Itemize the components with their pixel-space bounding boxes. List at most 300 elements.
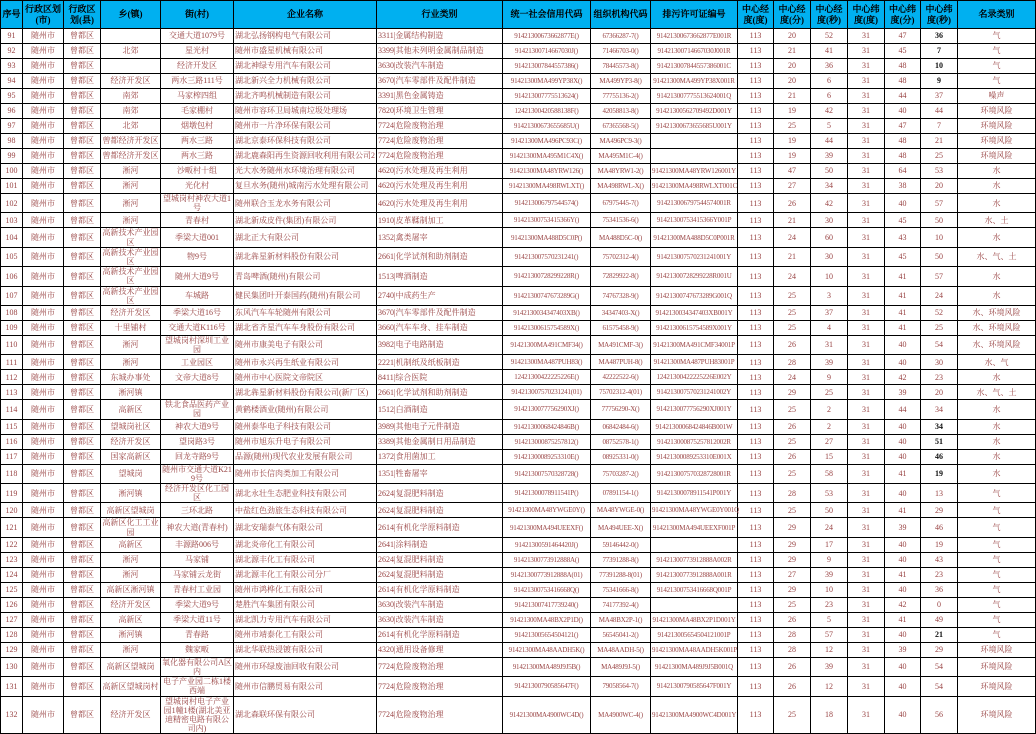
cell-lon-sec: 3 xyxy=(811,286,848,305)
cell-industry-category: 7724|危险废物治理 xyxy=(377,134,503,149)
cell-city-district: 随州市 xyxy=(23,464,64,483)
cell-lat-min: 40 xyxy=(885,355,921,370)
cell-village: 烟墩包村 xyxy=(161,119,234,134)
cell-seq: 124 xyxy=(1,567,23,582)
cell-lat-deg: 31 xyxy=(848,400,885,419)
cell-lat-min: 40 xyxy=(885,537,921,552)
cell-category: 气 xyxy=(958,74,1036,89)
cell-village: 铁北食品医药产业园 xyxy=(161,400,234,419)
cell-industry-category: 2661|化学试剂和助剂制造 xyxy=(377,385,503,400)
cell-county-district: 曾都区 xyxy=(64,164,101,179)
table-row xyxy=(1,164,1036,179)
cell-company-name: 青岛啤酒(随州)有限公司 xyxy=(234,267,377,286)
cell-org-code: MA495M1C-4() xyxy=(591,149,651,164)
cell-company-name: 湖北正大有限公司 xyxy=(234,228,377,247)
cell-lat-deg: 31 xyxy=(848,370,885,385)
cell-credit-code: 91421300MA48AADH5K() xyxy=(503,642,591,657)
cell-credit-code: 91421300773912888A() xyxy=(503,552,591,567)
cell-company-name: 随州市容环卫局城南垃圾处理场 xyxy=(234,104,377,119)
cell-lat-sec: 23 xyxy=(921,567,958,582)
cell-lat-deg: 31 xyxy=(848,518,885,537)
cell-industry-category: 3391|黑色金属铸造 xyxy=(377,89,503,104)
cell-village: 光化村 xyxy=(161,179,234,194)
table-row xyxy=(1,286,1036,305)
cell-city-district: 随州市 xyxy=(23,503,64,518)
cell-lon-min: 25 xyxy=(774,286,811,305)
cell-lat-sec: 29 xyxy=(921,642,958,657)
cell-city-district: 随州市 xyxy=(23,134,64,149)
cell-lat-sec: 23 xyxy=(921,370,958,385)
cell-lat-min: 47 xyxy=(885,119,921,134)
cell-town: 淅河 xyxy=(101,194,161,213)
cell-county-district: 曾都区 xyxy=(64,582,101,597)
cell-seq: 121 xyxy=(1,518,23,537)
cell-seq: 110 xyxy=(1,335,23,354)
cell-category: 气 xyxy=(958,518,1036,537)
cell-lat-deg: 31 xyxy=(848,119,885,134)
cell-county-district: 曾都区 xyxy=(64,355,101,370)
table-row xyxy=(1,89,1036,104)
cell-industry-category: 7724|危险废物治理 xyxy=(377,677,503,696)
cell-lat-sec: 46 xyxy=(921,449,958,464)
cell-lat-min: 40 xyxy=(885,696,921,734)
cell-category: 气 xyxy=(958,29,1036,44)
cell-lat-deg: 31 xyxy=(848,149,885,164)
cell-credit-code: 91421300673662877E() xyxy=(503,29,591,44)
column-header-lon-deg: 中心经度(度) xyxy=(738,1,774,29)
cell-seq: 128 xyxy=(1,627,23,642)
cell-lon-min: 29 xyxy=(774,552,811,567)
cell-credit-code: 914213006797544574() xyxy=(503,194,591,213)
cell-lat-deg: 31 xyxy=(848,44,885,59)
cell-credit-code: 91421300MA488D5C0P() xyxy=(503,228,591,247)
cell-credit-code: 91421300753415366Y() xyxy=(503,213,591,228)
cell-seq: 117 xyxy=(1,449,23,464)
cell-village: 毛家棚村 xyxy=(161,104,234,119)
table-row xyxy=(1,552,1036,567)
cell-lon-min: 25 xyxy=(774,597,811,612)
cell-lat-sec: 54 xyxy=(921,335,958,354)
cell-credit-code: 91421300068424846B() xyxy=(503,419,591,434)
cell-lon-deg: 113 xyxy=(738,286,774,305)
cell-town: 高新区望城岗 xyxy=(101,657,161,676)
cell-permit-no: 91421300753415366Y001P xyxy=(651,213,738,228)
cell-credit-code: 914213007775513624() xyxy=(503,89,591,104)
cell-lat-min: 45 xyxy=(885,247,921,266)
cell-town: 淅河镇 xyxy=(101,385,161,400)
cell-city-district: 随州市 xyxy=(23,434,64,449)
cell-permit-no: 9142130034347403XB001Y xyxy=(651,305,738,320)
cell-village: 随州市交通大道K219号 xyxy=(162,464,232,483)
cell-county-district: 曾都区 xyxy=(64,503,101,518)
column-header-lat-deg: 中心纬度(度) xyxy=(848,1,885,29)
cell-town: 经济开发区 xyxy=(101,696,161,734)
cell-credit-code: 91421300591464420J() xyxy=(503,537,591,552)
cell-town: 淅河 xyxy=(101,642,161,657)
cell-org-code: 77756290-X() xyxy=(591,400,651,419)
cell-county-district: 曾都区 xyxy=(64,247,101,266)
cell-village: 望岗路3号 xyxy=(161,434,234,449)
cell-industry-category: 1910|皮革鞣制加工 xyxy=(377,213,503,228)
cell-lat-sec: 19 xyxy=(921,464,958,483)
cell-org-code: 07891154-1() xyxy=(591,484,651,503)
cell-org-code: 77391288-8() xyxy=(591,552,651,567)
cell-org-code: 75703287-2() xyxy=(591,464,651,483)
table-row xyxy=(1,449,1036,464)
cell-lon-deg: 113 xyxy=(738,89,774,104)
column-header-seq: 序号 xyxy=(1,1,23,29)
cell-county-district: 曾都区 xyxy=(64,149,101,164)
cell-city-district: 随州市 xyxy=(23,320,64,335)
cell-lon-min: 20 xyxy=(774,59,811,74)
table-row xyxy=(1,320,1036,335)
cell-seq: 99 xyxy=(1,149,23,164)
cell-category: 气 xyxy=(958,597,1036,612)
cell-category: 气 xyxy=(958,582,1036,597)
cell-credit-code: 91421300615754589X() xyxy=(503,320,591,335)
cell-permit-no: 91421300MA48AADH5K001P xyxy=(651,642,738,657)
cell-lat-deg: 31 xyxy=(848,194,885,213)
cell-category: 水、环境风险 xyxy=(958,305,1036,320)
cell-lon-min: 27 xyxy=(774,179,811,194)
cell-credit-code: 91421300MA487PUH83() xyxy=(503,355,591,370)
cell-city-district: 随州市 xyxy=(23,385,64,400)
cell-town: 淅河 xyxy=(101,164,161,179)
cell-permit-no: 91421300MA489J9J5B001Q xyxy=(651,657,738,676)
cell-town: 高新区 xyxy=(101,400,161,419)
column-header-lat-min: 中心纬度(分) xyxy=(885,1,921,29)
table-row xyxy=(1,503,1036,518)
cell-seq: 92 xyxy=(1,44,23,59)
cell-credit-code: 91421300790585647F() xyxy=(503,677,591,696)
cell-city-district: 随州市 xyxy=(23,119,64,134)
cell-county-district: 曾都区 xyxy=(64,449,101,464)
cell-lon-deg: 113 xyxy=(738,228,774,247)
table-row xyxy=(1,104,1036,119)
cell-town xyxy=(101,29,161,44)
cell-credit-code: 914213007570328728() xyxy=(503,464,591,483)
cell-permit-no: 91421300714667030J001R xyxy=(651,44,738,59)
column-header-lat-sec: 中心纬度(秒) xyxy=(921,1,958,29)
table-row xyxy=(1,537,1036,552)
cell-credit-code: 91421300747673289G() xyxy=(503,286,591,305)
cell-org-code: 75702312-4() xyxy=(591,247,651,266)
cell-lon-deg: 113 xyxy=(738,597,774,612)
cell-company-name: 中盐红色劲旅生态科技有限公司 xyxy=(234,503,377,518)
cell-lat-deg: 31 xyxy=(848,484,885,503)
cell-lat-deg: 31 xyxy=(848,597,885,612)
cell-lat-sec: 25 xyxy=(921,149,958,164)
cell-seq: 109 xyxy=(1,320,23,335)
cell-company-name: 随州联合玉龙水务有限公司 xyxy=(234,194,377,213)
table-row xyxy=(1,44,1036,59)
cell-city-district: 随州市 xyxy=(23,179,64,194)
cell-lon-sec: 53 xyxy=(811,484,848,503)
cell-city-district: 随州市 xyxy=(23,484,64,503)
cell-lon-sec: 9 xyxy=(811,552,848,567)
cell-city-district: 随州市 xyxy=(23,696,64,734)
cell-lat-deg: 31 xyxy=(848,74,885,89)
cell-seq: 111 xyxy=(1,355,23,370)
column-header-county-district: 行政区划(县) xyxy=(64,1,101,29)
cell-industry-category: 7820|环境卫生管理 xyxy=(377,104,503,119)
cell-town: 淅河 xyxy=(101,179,161,194)
cell-city-district: 随州市 xyxy=(23,657,64,676)
cell-org-code: 59146442-0() xyxy=(591,537,651,552)
cell-city-district: 随州市 xyxy=(23,267,64,286)
table-row xyxy=(1,267,1036,286)
cell-org-code: 56545041-2() xyxy=(591,627,651,642)
cell-credit-code: 91421300MA495M1C4X() xyxy=(503,149,591,164)
cell-lon-sec: 2 xyxy=(811,400,848,419)
column-header-lon-min: 中心经度(分) xyxy=(774,1,811,29)
cell-seq: 125 xyxy=(1,582,23,597)
cell-credit-code: 91421300MA491CMF34() xyxy=(503,335,591,354)
cell-lat-min: 48 xyxy=(885,149,921,164)
cell-industry-category: 3982|电子电路制造 xyxy=(377,335,503,354)
cell-lon-deg: 113 xyxy=(738,179,774,194)
column-header-city-district: 行政区划(市) xyxy=(23,1,64,29)
cell-village: 两水三路 xyxy=(161,149,234,164)
cell-credit-code: 9142130077756290XJ() xyxy=(503,400,591,419)
cell-category: 水 xyxy=(958,164,1036,179)
cell-category: 水 xyxy=(958,464,1036,483)
cell-credit-code: 91421300078911541P() xyxy=(503,484,591,503)
cell-county-district: 曾都区 xyxy=(64,385,101,400)
cell-city-district: 随州市 xyxy=(23,74,64,89)
cell-industry-category: 3660|汽车车身、挂车制造 xyxy=(377,320,503,335)
cell-org-code: 08925331-0() xyxy=(591,449,651,464)
cell-lon-min: 26 xyxy=(774,657,811,676)
cell-lat-min: 41 xyxy=(885,503,921,518)
cell-city-district: 随州市 xyxy=(23,567,64,582)
cell-lat-min: 38 xyxy=(885,179,921,194)
table-row xyxy=(1,627,1036,642)
cell-lon-deg: 113 xyxy=(738,320,774,335)
cell-lon-min: 26 xyxy=(774,449,811,464)
cell-category: 气 xyxy=(958,627,1036,642)
cell-company-name: 湖北华联热浸镀有限公司 xyxy=(234,642,377,657)
cell-village: 青春村 xyxy=(161,213,234,228)
cell-lat-min: 41 xyxy=(885,320,921,335)
cell-company-name: 东风汽车车轮随州有限公司 xyxy=(234,305,377,320)
cell-permit-no: 91421300MA498RWLXT001C xyxy=(651,179,738,194)
cell-credit-code: 91421300MA498RWLXT() xyxy=(503,179,591,194)
cell-credit-code: 914213007570231241() xyxy=(503,247,591,266)
cell-lon-sec: 2 xyxy=(811,419,848,434)
cell-category: 气 xyxy=(958,503,1036,518)
cell-lat-min: 42 xyxy=(885,370,921,385)
cell-org-code: MA498RWL-X() xyxy=(591,179,651,194)
cell-lon-min: 19 xyxy=(774,104,811,119)
cell-town: 淅河 xyxy=(101,567,161,582)
cell-lon-deg: 113 xyxy=(738,696,774,734)
cell-lat-min: 44 xyxy=(885,400,921,419)
cell-county-district: 曾都区 xyxy=(64,518,101,537)
cell-permit-no: 91421300MA488D5C0P001R xyxy=(651,228,738,247)
cell-county-district: 曾都区 xyxy=(64,642,101,657)
cell-lat-sec: 49 xyxy=(921,612,958,627)
cell-lon-sec: 12 xyxy=(811,677,848,696)
cell-town: 高新技术产业园区 xyxy=(102,267,159,286)
cell-company-name: 复旦水务(随州)城南污水处理有限公司 xyxy=(234,179,377,194)
cell-lat-deg: 31 xyxy=(848,582,885,597)
cell-county-district: 曾都区 xyxy=(64,677,101,696)
cell-county-district: 曾都区 xyxy=(64,228,101,247)
cell-permit-no: 91421300MA48YWGE0Y001Q xyxy=(651,503,738,518)
cell-lat-min: 64 xyxy=(885,164,921,179)
cell-seq: 129 xyxy=(1,642,23,657)
cell-town: 经济开发区 xyxy=(101,597,161,612)
cell-county-district: 曾都区 xyxy=(64,59,101,74)
cell-lon-sec: 50 xyxy=(811,503,848,518)
cell-lat-min: 40 xyxy=(885,104,921,119)
cell-org-code: 74177392-4() xyxy=(591,597,651,612)
cell-permit-no xyxy=(651,134,738,149)
cell-city-district: 随州市 xyxy=(23,104,64,119)
cell-org-code: MA496PC9-3() xyxy=(591,134,651,149)
column-header-lon-sec: 中心经度(秒) xyxy=(811,1,848,29)
cell-permit-no: 9142130077756290XJ001Y xyxy=(651,400,738,419)
cell-city-district: 随州市 xyxy=(23,677,64,696)
cell-lat-sec: 21 xyxy=(921,627,958,642)
cell-village: 望城岗村电子产业园1幢1楼(湖北美亚迪精密电路有限公司内) xyxy=(161,696,234,734)
cell-city-district: 随州市 xyxy=(23,642,64,657)
cell-town: 东城办事处 xyxy=(101,370,161,385)
cell-lat-deg: 31 xyxy=(848,567,885,582)
cell-lon-min: 26 xyxy=(774,335,811,354)
cell-credit-code: 91421300728299228R() xyxy=(503,267,591,286)
cell-lon-sec: 42 xyxy=(811,104,848,119)
cell-lon-min: 25 xyxy=(774,119,811,134)
cell-lat-sec: 53 xyxy=(921,164,958,179)
cell-city-district: 随州市 xyxy=(23,213,64,228)
cell-town: 高新区望城岗 xyxy=(101,503,161,518)
cell-lon-deg: 113 xyxy=(738,305,774,320)
table-row xyxy=(1,696,1036,734)
cell-industry-category: 3630|改装汽车制造 xyxy=(377,612,503,627)
cell-org-code: 08752578-1() xyxy=(591,434,651,449)
cell-org-code: 06842484-6() xyxy=(591,419,651,434)
cell-lon-sec: 6 xyxy=(811,74,848,89)
cell-category: 环境风险 xyxy=(958,677,1036,696)
cell-lon-sec: 39 xyxy=(811,355,848,370)
cell-company-name: 湖北源丰化工有限公司分厂 xyxy=(234,567,377,582)
cell-lon-min: 20 xyxy=(774,74,811,89)
cell-lon-sec: 24 xyxy=(811,518,848,537)
cell-lat-deg: 31 xyxy=(848,286,885,305)
cell-lon-sec: 17 xyxy=(811,537,848,552)
cell-seq: 115 xyxy=(1,419,23,434)
cell-permit-no: 914213007570231241002Y xyxy=(651,385,738,400)
cell-lon-sec: 30 xyxy=(811,247,848,266)
cell-org-code: 75702312-4(01) xyxy=(591,385,651,400)
cell-county-district: 曾都区 xyxy=(64,134,101,149)
cell-lon-deg: 113 xyxy=(738,484,774,503)
cell-lat-deg: 31 xyxy=(848,89,885,104)
cell-lat-sec: 10 xyxy=(921,228,958,247)
cell-lat-deg: 31 xyxy=(848,335,885,354)
cell-city-district: 随州市 xyxy=(23,59,64,74)
cell-village: 季梁大道11号 xyxy=(161,612,234,627)
cell-county-district: 曾都区 xyxy=(64,335,101,354)
cell-lat-min: 40 xyxy=(885,582,921,597)
cell-lat-sec: 36 xyxy=(921,582,958,597)
cell-lon-sec: 10 xyxy=(811,267,848,286)
cell-industry-category: 2624|复混肥料制造 xyxy=(377,484,503,503)
cell-seq: 123 xyxy=(1,552,23,567)
table-row xyxy=(1,149,1036,164)
cell-lat-sec: 25 xyxy=(921,320,958,335)
cell-lat-min: 45 xyxy=(885,44,921,59)
cell-lon-deg: 113 xyxy=(738,194,774,213)
cell-industry-category: 4620|污水处理及再生利用 xyxy=(377,179,503,194)
cell-category: 气 xyxy=(958,612,1036,627)
cell-category: 气 xyxy=(958,552,1036,567)
cell-seq: 116 xyxy=(1,434,23,449)
cell-permit-no: 91421300673655685U001Y xyxy=(651,119,738,134)
cell-category: 水、气、土 xyxy=(958,247,1036,266)
cell-org-code: 79058564-7() xyxy=(591,677,651,696)
cell-town: 经济开发区 xyxy=(101,74,161,89)
cell-village: 物9号 xyxy=(161,247,234,266)
cell-category: 水 xyxy=(958,434,1036,449)
cell-lon-sec: 10 xyxy=(811,582,848,597)
table-row xyxy=(1,179,1036,194)
column-header-town: 乡(镇) xyxy=(101,1,161,29)
table-row xyxy=(1,74,1036,89)
cell-lat-min: 40 xyxy=(885,194,921,213)
cell-seq: 94 xyxy=(1,74,23,89)
cell-org-code: MA488D5C-0() xyxy=(591,228,651,247)
cell-village: 望城岗村深圳工业园 xyxy=(161,335,234,354)
cell-permit-no: 914213005654504121001P xyxy=(651,627,738,642)
cell-county-district: 曾都区 xyxy=(64,464,101,483)
cell-lon-sec: 57 xyxy=(811,627,848,642)
cell-lon-deg: 113 xyxy=(738,370,774,385)
cell-city-district: 随州市 xyxy=(23,518,64,537)
cell-seq: 93 xyxy=(1,59,23,74)
cell-org-code: 67366287-7() xyxy=(591,29,651,44)
cell-lon-min: 21 xyxy=(774,44,811,59)
cell-credit-code: 91421300773912888A(01) xyxy=(503,567,591,582)
cell-lon-deg: 113 xyxy=(738,552,774,567)
cell-org-code: 77391288-8(01) xyxy=(591,567,651,582)
table-row xyxy=(1,484,1036,503)
cell-industry-category: 2641|涂料制造 xyxy=(377,537,503,552)
cell-company-name: 湖北凯力专用汽车有限公司 xyxy=(234,612,377,627)
cell-permit-no: 91421300773912888A002R xyxy=(651,552,738,567)
cell-lon-sec: 37 xyxy=(811,305,848,320)
cell-company-name: 湖北齐鸣机械制造有限公司 xyxy=(234,89,377,104)
cell-seq: 130 xyxy=(1,657,23,676)
table-row xyxy=(1,228,1036,247)
cell-credit-code: 91421300MA48BX2P1D() xyxy=(503,612,591,627)
column-header-credit-code: 统一社会信用代码 xyxy=(503,1,591,29)
cell-village: 文帝大道8号 xyxy=(161,370,234,385)
cell-category: 环境风险 xyxy=(958,642,1036,657)
cell-lat-deg: 31 xyxy=(848,247,885,266)
cell-industry-category: 2614|有机化学原料制造 xyxy=(377,627,503,642)
cell-permit-no xyxy=(651,537,738,552)
column-header-permit-no: 排污许可证编号 xyxy=(651,1,738,29)
cell-industry-category: 3630|改装汽车制造 xyxy=(377,59,503,74)
cell-permit-no xyxy=(651,149,738,164)
cell-permit-no: 91421300068424846B001W xyxy=(651,419,738,434)
cell-category: 水 xyxy=(958,449,1036,464)
cell-credit-code: 91421300MA48YWGE0Y() xyxy=(503,503,591,518)
cell-company-name: 湖北森联环保有限公司 xyxy=(234,696,377,734)
